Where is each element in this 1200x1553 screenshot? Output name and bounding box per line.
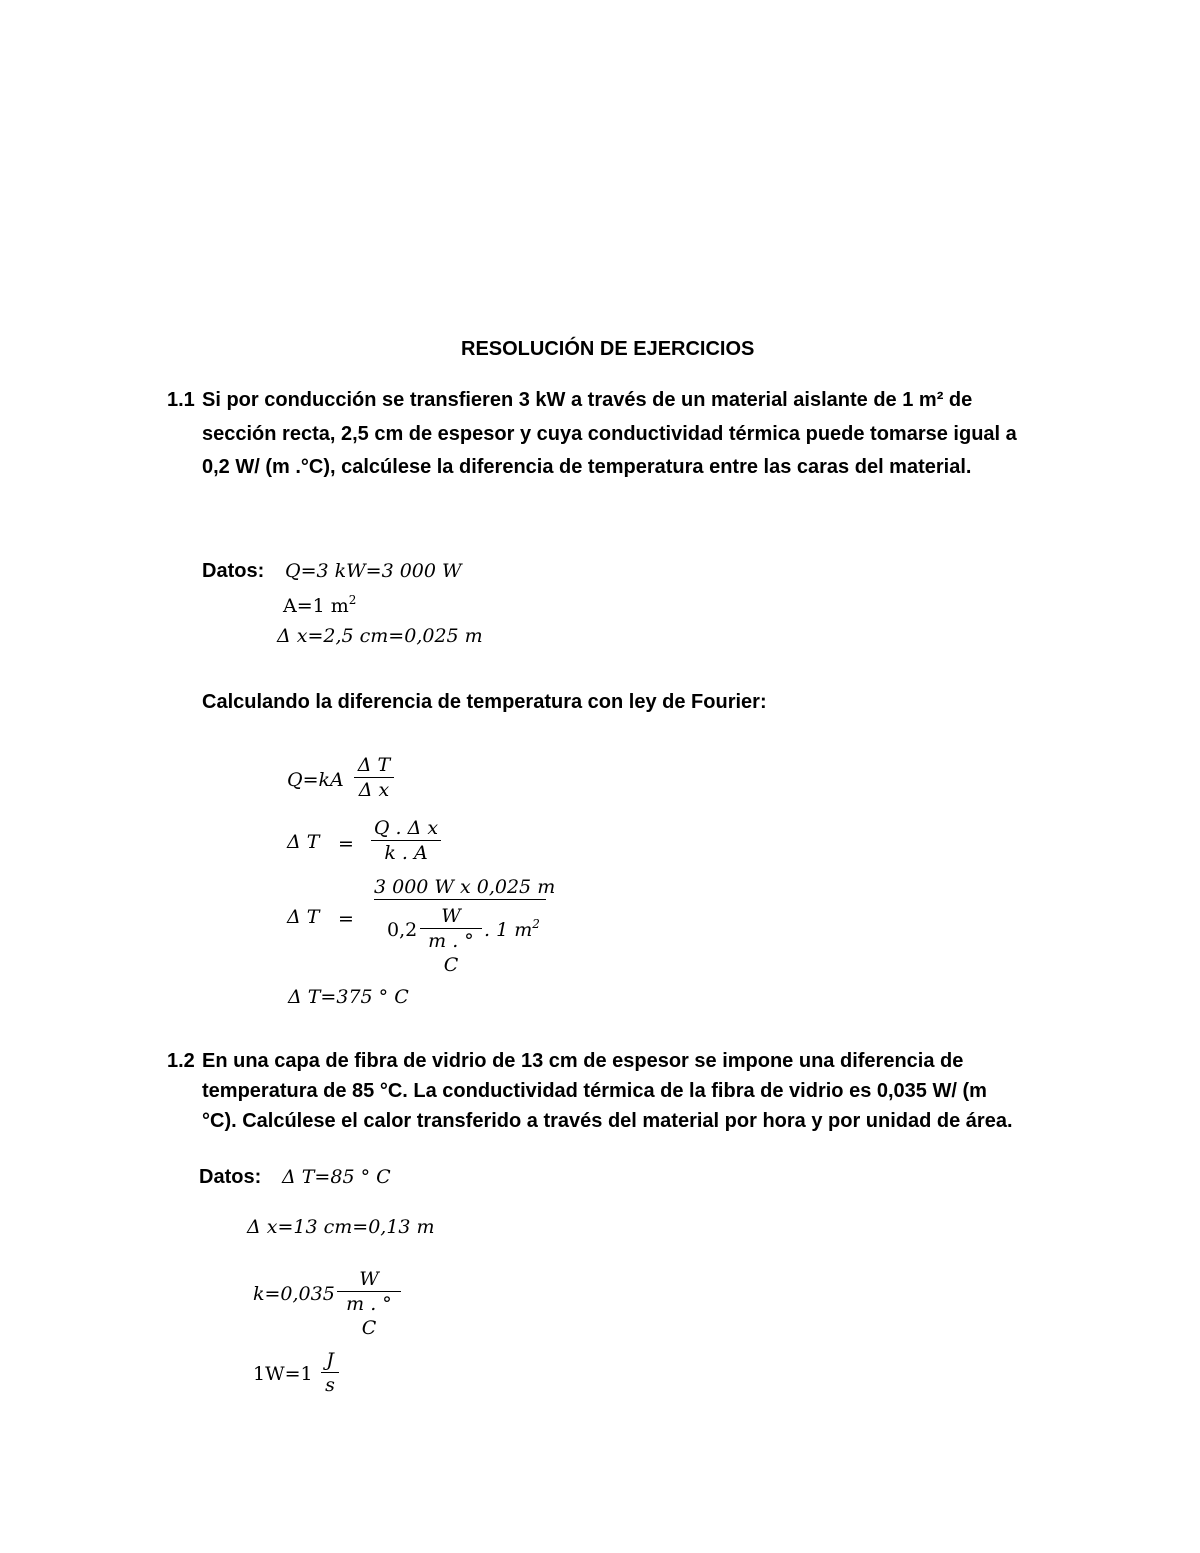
problem-text-line: temperatura de 85 °C. La conductividad térmica de la fibra de vidrio es 0,035 W/ (m bbox=[202, 1080, 987, 1102]
watt-denominator: s bbox=[325, 1374, 335, 1396]
eq2-denominator: k . A bbox=[384, 842, 428, 864]
eq2-numerator: Q . Δ x bbox=[371, 816, 441, 841]
eq3-numerator: 3 000 W x 0,025 m bbox=[374, 876, 556, 898]
eq3-lhs: Δ T bbox=[287, 906, 320, 928]
problem-text-line: °C). Calcúlese el calor transferido a través del material por hora y por unidad de área. bbox=[202, 1110, 1013, 1132]
eq3-unit-numerator: W bbox=[420, 904, 482, 929]
eq3-denominator-fraction bbox=[420, 904, 482, 977]
calc-heading: Calculando la diferencia de temperatura con ley de Fourier: bbox=[202, 691, 767, 713]
result-delta-t: Δ T=375 ° C bbox=[288, 986, 409, 1008]
dato-area bbox=[283, 594, 356, 618]
problem-text-line: Si por conducción se transfieren 3 kW a través de un material aislante de 1 m² de bbox=[202, 389, 973, 411]
watt-numerator: J bbox=[321, 1348, 339, 1373]
conductivity-unit-numerator: W bbox=[337, 1267, 401, 1292]
eq2-equals: = bbox=[338, 833, 354, 855]
dato-area-text: A=1 m bbox=[283, 595, 349, 617]
eq2-fraction bbox=[371, 816, 441, 865]
eq1-denominator: Δ x bbox=[358, 779, 390, 801]
problem-text-line: sección recta, 2,5 cm de espesor y cuya conductividad térmica puede tomarse igual a bbox=[202, 423, 1017, 445]
dato-watt-fraction bbox=[321, 1348, 339, 1397]
eq1-fraction bbox=[354, 753, 394, 802]
eq3-equals: = bbox=[338, 908, 354, 930]
datos-label: Datos: bbox=[202, 560, 265, 582]
eq1-lhs: Q=kA bbox=[287, 769, 344, 791]
conductivity-unit-denominator: m . ° C bbox=[346, 1293, 392, 1339]
eq2-lhs: Δ T bbox=[287, 831, 320, 853]
problem-number: 1.2 bbox=[167, 1050, 195, 1072]
problem-text-line: En una capa de fibra de vidrio de 13 cm de espesor se impone una diferencia de bbox=[202, 1050, 964, 1072]
problem-text-line: 0,2 W/ (m .°C), calcúlese la diferencia de temperatura entre las caras del material. bbox=[202, 456, 972, 478]
dato-thickness: Δ x=13 cm=0,13 m bbox=[247, 1216, 435, 1238]
dato-thickness: Δ x=2,5 cm=0,025 m bbox=[277, 625, 483, 647]
dato-area-exponent: 2 bbox=[348, 593, 357, 607]
dato-conductivity-unit bbox=[337, 1267, 401, 1340]
document-title: RESOLUCIÓN DE EJERCICIOS bbox=[461, 338, 755, 360]
eq3-unit-denominator: m . ° C bbox=[428, 930, 474, 976]
datos-label: Datos: bbox=[199, 1166, 262, 1188]
problem-number: 1.1 bbox=[167, 389, 195, 411]
eq3-denominator-area: . 1 m bbox=[484, 919, 533, 941]
dato-heat-rate: Q=3 kW=3 000 W bbox=[285, 560, 462, 582]
eq3-denominator-suffix bbox=[484, 918, 540, 942]
dato-conductivity: k=0,035 bbox=[253, 1283, 335, 1305]
eq3-denominator-prefix: 0,2 bbox=[387, 919, 418, 941]
dato-delta-t: Δ T=85 ° C bbox=[282, 1166, 391, 1188]
dato-watt-lhs: 1W=1 bbox=[253, 1363, 313, 1385]
eq3-denominator-exponent: 2 bbox=[532, 917, 540, 931]
eq1-numerator: Δ T bbox=[354, 753, 394, 778]
